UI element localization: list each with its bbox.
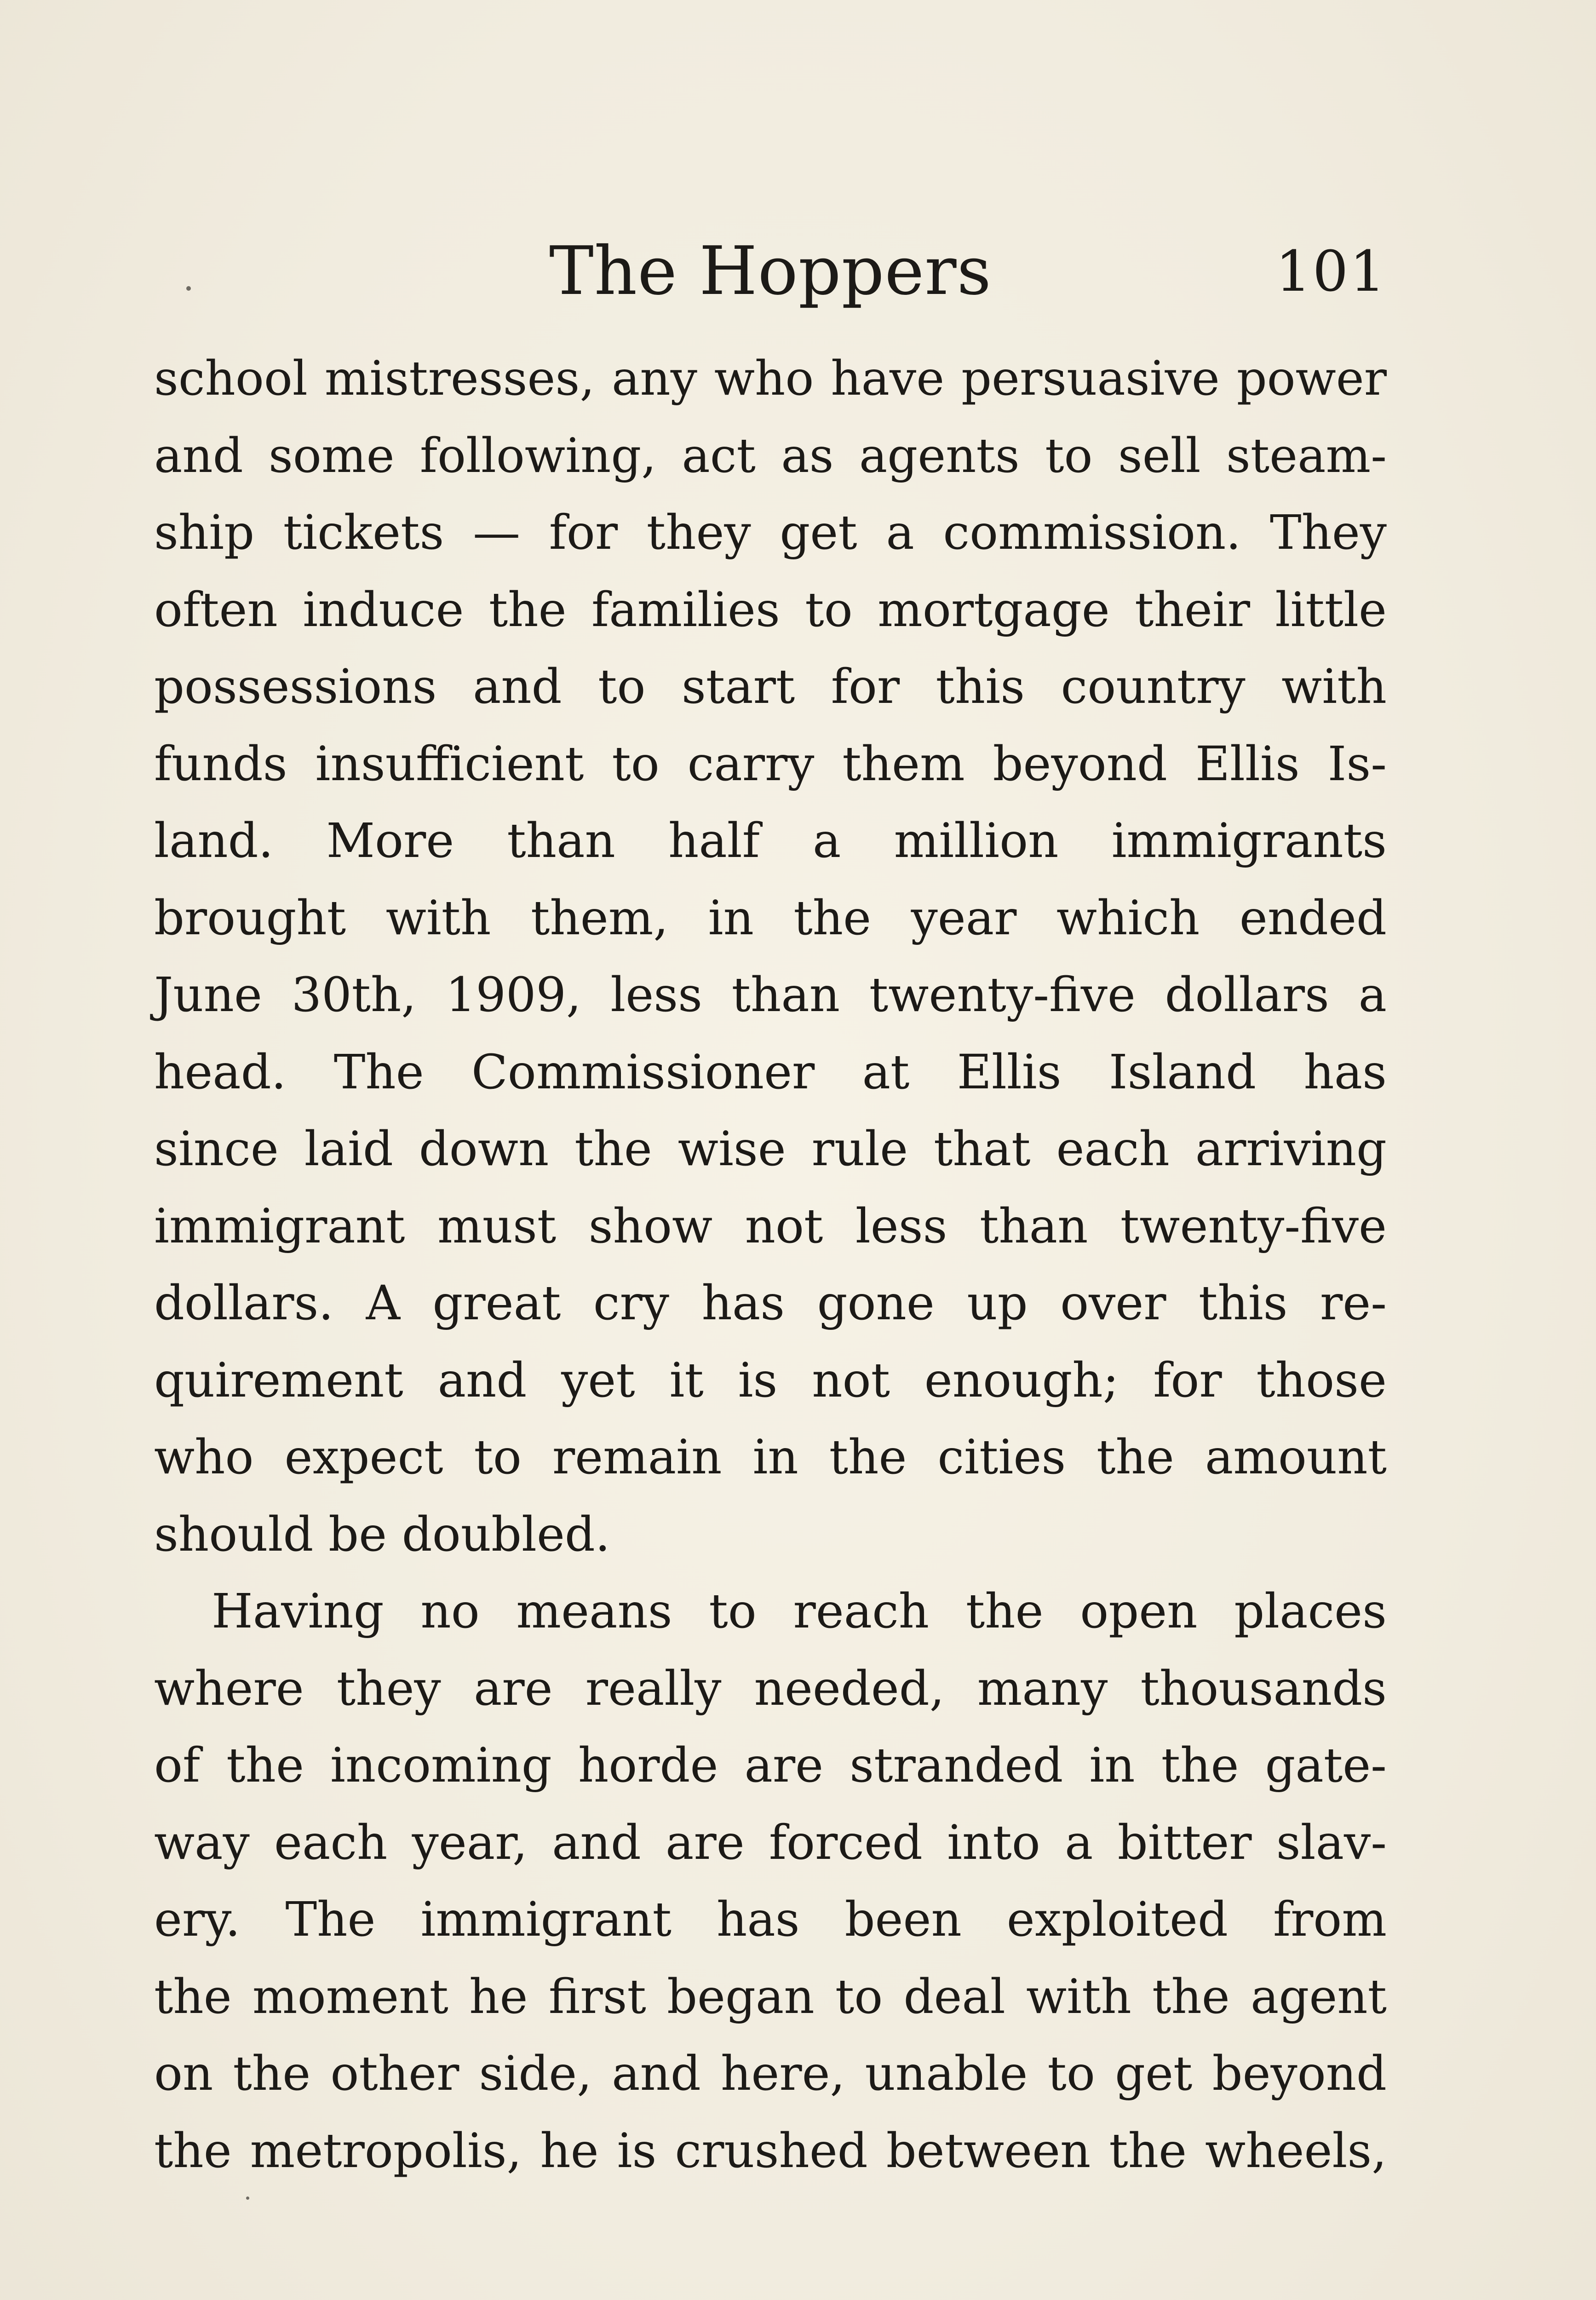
body-text	[154, 340, 1387, 2190]
text-line: of the incoming horde are stranded in the gate-	[154, 1738, 1387, 1793]
text-line: the metropolis, he is crushed between the wheels,	[154, 2123, 1387, 2179]
text-line: ery. The immigrant has been exploited from	[154, 1892, 1387, 1947]
text-line: brought with them, in the year which ended	[154, 890, 1387, 946]
text-line: land. More than half a million immigrants	[154, 813, 1387, 868]
page-speck	[246, 2196, 249, 2200]
text-line: where they are really needed, many thousands	[154, 1661, 1387, 1716]
text-line: immigrant must show not less than twenty-five	[154, 1198, 1387, 1254]
text-line: school mistresses, any who have persuasive power	[154, 351, 1387, 406]
text-line: the moment he first began to deal with the agent	[154, 1969, 1387, 2024]
running-title: The Hoppers	[549, 232, 992, 310]
text-line: Having no means to reach the open places	[212, 1584, 1387, 1639]
text-line: June 30th, 1909, less than twenty-five dollars a	[154, 967, 1387, 1023]
text-line: and some following, act as agents to sell steam-	[154, 428, 1387, 483]
text-line: since laid down the wise rule that each arriving	[154, 1121, 1387, 1177]
page-number: 101	[1275, 239, 1387, 304]
text-line: possessions and to start for this country with	[154, 659, 1387, 714]
page-speck	[186, 286, 191, 291]
text-line: dollars. A great cry has gone up over this re-	[154, 1276, 1387, 1331]
text-line: ship tickets — for they get a commission. They	[154, 505, 1387, 560]
text-line: funds insufficient to carry them beyond Ellis Is-	[154, 736, 1387, 792]
running-head	[154, 225, 1387, 317]
text-line: often induce the families to mortgage their little	[154, 582, 1387, 638]
text-line: should be doubled.	[154, 1506, 610, 1562]
text-line: who expect to remain in the cities the amount	[154, 1430, 1387, 1485]
text-line: way each year, and are forced into a bitter slav-	[154, 1815, 1387, 1870]
text-line: quirement and yet it is not enough; for those	[154, 1352, 1387, 1408]
text-line: head. The Commissioner at Ellis Island has	[154, 1044, 1387, 1100]
text-line: on the other side, and here, unable to get beyond	[154, 2046, 1387, 2101]
